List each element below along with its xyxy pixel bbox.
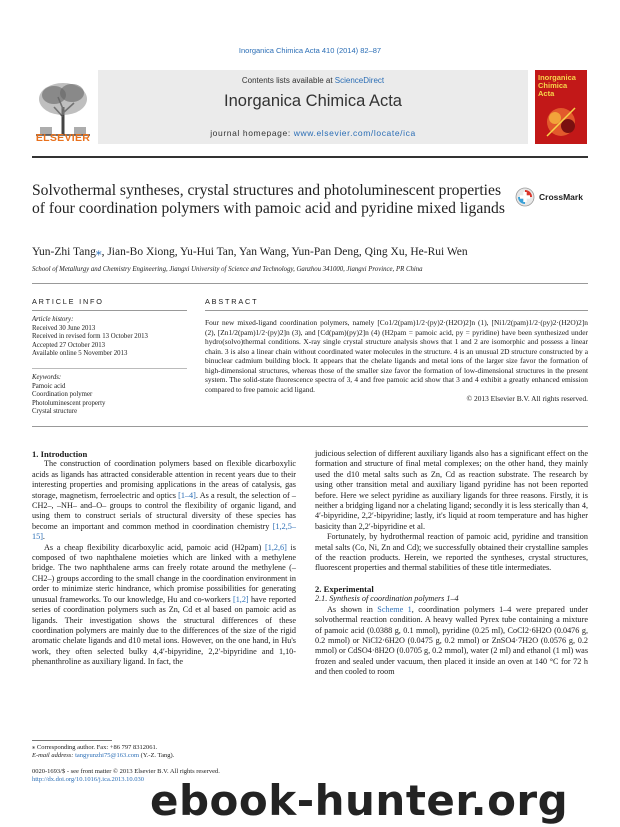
corresponding-author-marker[interactable]: ⁎ bbox=[95, 246, 102, 258]
citation-link[interactable]: [1,2,6] bbox=[265, 542, 287, 552]
keyword: Crystal structure bbox=[32, 408, 78, 416]
corresponding-author-note: ⁎ Corresponding author. Fax: +86 797 8312061. bbox=[32, 744, 158, 751]
citation-link[interactable]: [1–4] bbox=[178, 490, 196, 500]
doi-link[interactable]: http://dx.doi.org/10.1016/j.ica.2013.10.030 bbox=[32, 776, 145, 784]
crossmark-badge[interactable] bbox=[515, 188, 589, 206]
author-rest: , Jian-Bo Xiong, Yu-Hui Tan, Yan Wang, Yun-Pan Deng, Qing Xu, He-Rui Wen bbox=[101, 246, 468, 258]
keyword: Photoluminescent property bbox=[32, 399, 106, 407]
keywords-label: Keywords: bbox=[32, 374, 62, 381]
history-label: Article history: bbox=[32, 316, 74, 323]
section-heading-experimental: 2. Experimental bbox=[315, 583, 374, 594]
elsevier-wordmark: ELSEVIER bbox=[35, 132, 91, 144]
experimental-paragraph-1 bbox=[315, 605, 588, 678]
intro-paragraph-3: judicious selection of different auxiliary ligands also has a significant effect on the formation and structure of final metal complexes; on the other hand, they mainly used the d10 metal salts such as Zn, Cd as reaction substrate. The research by using other transition metal and auxiliary ligand pyridine has not been reported before. Here we select pyridine as auxiliary ligands for three reasons. Firstly, it is neither a bridging ligand nor a chelating ligand; secondly it is less sterically than 4, 4′-bipyridine, 2,2′-bipyridine; lastly, it's liquid at room temperature and has higher basicity than 2,2′-bipyridine et al. bbox=[315, 449, 588, 531]
watermark: ebook-hunter.org bbox=[150, 776, 569, 825]
contents-prefix: Contents lists available at bbox=[241, 76, 335, 85]
email-label: E-mail address: bbox=[32, 752, 76, 760]
section-heading-introduction: 1. Introduction bbox=[32, 449, 88, 459]
crossmark-label: CrossMark bbox=[539, 192, 583, 202]
abstract-divider bbox=[205, 310, 588, 311]
abstract-bottom-divider bbox=[32, 426, 588, 427]
homepage-prefix: journal homepage: bbox=[210, 128, 294, 138]
body-right-column bbox=[315, 449, 588, 678]
issn-line: 0020-1693/$ - see front matter © 2013 Elsevier B.V. All rights reserved. bbox=[32, 768, 220, 775]
masthead-divider bbox=[32, 156, 588, 158]
article-history bbox=[32, 316, 187, 359]
text-run: The construction of coordination polymers based on flexible dicarboxylic acids as ligands has attracted considerable attention in recent years due to their interesting properties and promising applications in the areas of catalysis, gas storage, magnetism, ferroelectric and optics bbox=[32, 459, 296, 500]
affiliation: School of Metallurgy and Chemistry Engineering, Jiangxi University of Science and Technology, Ganzhou 341000, Jiangxi Province, PR China bbox=[32, 266, 423, 273]
text-run: . bbox=[42, 532, 45, 542]
homepage-url-link[interactable]: www.elsevier.com/locate/ica bbox=[293, 128, 416, 138]
journal-masthead bbox=[32, 66, 588, 150]
keyword: Pamoic acid bbox=[32, 382, 66, 390]
history-item: Received in revised form 13 October 2013 bbox=[32, 333, 148, 341]
history-item: Available online 5 November 2013 bbox=[32, 350, 128, 358]
journal-title: Inorganica Chimica Acta bbox=[224, 92, 402, 110]
header-divider bbox=[32, 283, 588, 284]
scheme-link[interactable]: Scheme 1 bbox=[377, 604, 412, 614]
article-title: Solvothermal syntheses, crystal structures and photoluminescent properties of four coordination polymers with pamoic acid and pyridine mixed ligands bbox=[32, 182, 505, 217]
citation-link[interactable]: [1,2] bbox=[232, 594, 249, 604]
author-first[interactable]: Yun-Zhi Tang bbox=[32, 246, 96, 258]
keywords bbox=[32, 374, 187, 417]
abstract bbox=[205, 318, 588, 404]
text-run: , coordination polymers 1–4 were prepared under solvothermal reaction condition. A heavy walled Pyrex tube containing a mixture of pamoic acid (0.0388 g, 0.1 mmol), pyridine (0.25 ml), CoCl2·6H2O (0.0476 g, 0.2 mmol) or NiCl2·6H2O (0.0475 g, 0.2 mmol) or ZnSO4·7H2O (0.0576 g, 0.2 mmol) or CdSO4·8H2O (0.0705 g, 0.2 mmol), water (2 ml) and ethanol (1 ml) was frozen and sealed under vacuum, then placed it inside an oven at 140 °C for 72 h and then cooled to room bbox=[315, 604, 588, 677]
intro-paragraph-4: Fortunately, by hydrothermal reaction of pamoic acid, pyridine and transition metal salts (Co, Ni, Zn and Cd); we successfully obtained their crystalline samples of the reaction products. Herein, we reported the syntheses, crystal structures, fluorescent properties and thermal stabilities of these title intermediates. bbox=[315, 532, 588, 573]
journal-cover-thumbnail[interactable] bbox=[535, 70, 587, 144]
abstract-copyright: © 2013 Elsevier B.V. All rights reserved. bbox=[466, 394, 588, 403]
journal-reference-link[interactable]: Inorganica Chimica Acta 410 (2014) 82–87 bbox=[238, 46, 382, 55]
masthead-band bbox=[98, 70, 528, 144]
intro-paragraph-1 bbox=[32, 459, 296, 542]
cover-title: Inorganica Chimica Acta bbox=[538, 73, 576, 98]
footnote-divider bbox=[32, 740, 112, 741]
text-run: As a cheap flexibility dicarboxylic acid, pamoic acid (H2pam) bbox=[44, 542, 266, 552]
cover-art bbox=[541, 100, 581, 140]
history-item: Accepted 27 October 2013 bbox=[32, 341, 106, 349]
article-info-heading: ARTICLE INFO bbox=[32, 297, 104, 306]
text-run: As shown in bbox=[327, 604, 378, 614]
crossmark-icon bbox=[515, 187, 535, 207]
subsection-heading-synthesis: 2.1. Synthesis of coordination polymers 1–4 bbox=[315, 594, 459, 604]
email-link[interactable]: tangyunzhi75@163.com bbox=[75, 752, 140, 760]
history-item: Received 30 June 2013 bbox=[32, 324, 96, 332]
citation-link[interactable]: [1,2,5–15] bbox=[32, 521, 296, 542]
body-left-column bbox=[32, 449, 296, 668]
article-info-divider bbox=[32, 310, 187, 311]
text-run: is composed of two naphthalene moieties which are linked with a methylene bridge. The two naphthalene arms can freely rotate around the methylene (–CH2–) groups according to the small change in the coordination environment in order to minimize steric hindrance, which promise possibilities for generating unusual frameworks. To our knowledge, Hu and co-workers bbox=[32, 542, 296, 604]
intro-paragraph-2 bbox=[32, 543, 296, 668]
sciencedirect-link[interactable]: ScienceDirect bbox=[334, 76, 385, 85]
footnote bbox=[32, 744, 296, 761]
email-line bbox=[32, 752, 296, 760]
abstract-heading: ABSTRACT bbox=[205, 297, 259, 306]
text-run: have reported series of coordination polymers such as Zn, Cd et al based on pamoic acid as ligands. Their investigation shows the structural differences of these coordination polymers are mainly due to the differences of the size of the rigid aromatic chelate ligands and d10 metal ions. However, on the one hand, in Hu's work, they often selected bulky 4,4′-bipyridine, 2,2′-bipyridine and 1,10-phenanthroline as auxiliary ligand. In fact, the bbox=[32, 594, 296, 667]
keyword: Coordination polymer bbox=[32, 391, 93, 399]
text-run: . As a result, the selection of –CH2–, –NH– and–O– groups to control the flexibility of organic ligand, and using them to construct serials of structural diversity of these species has become an important and common method in coordination chemistry bbox=[32, 490, 296, 531]
author-list bbox=[32, 244, 588, 258]
keywords-divider bbox=[32, 368, 187, 369]
contents-available-line bbox=[98, 76, 528, 85]
abstract-text: Four new mixed-ligand coordination polymers, namely [Co1/2(pam)1/2·(py)2·(H2O)2]n (1), [Ni1/2(pam)1/2·(py)2·(H2O)2]n (2), [Zn1/2(pam)1/2·(py)2]n (3), and [Cd(pam)(py)2]n (4) (H2pam = pamoic acid, py = pyridine) have been synthesized under hydro(solvo)thermal conditions. X-ray single crystal structure analysis shows that 1 and 2 are isomorphic and possess a linear chain. 3 is also a linear chain without coordinated water molecules in the structure. 4 is an unusual 2D structure constructed by a binuclear cadmium building block. It appears that the chelate ligands and metal ions of the larger size favor the formation of high-dimensional structures, whereas those of the smaller size favor the formation of low-dimensional structures in the present system. The solid-state fluorescence spectra of 3, 4 and free pamoic acid show that 3 and 4 exhibit a greatly enhanced emission compared to free pamoic acid ligand. bbox=[205, 318, 588, 394]
email-suffix: (Y.-Z. Tang). bbox=[139, 752, 175, 760]
journal-homepage-line bbox=[98, 128, 528, 138]
